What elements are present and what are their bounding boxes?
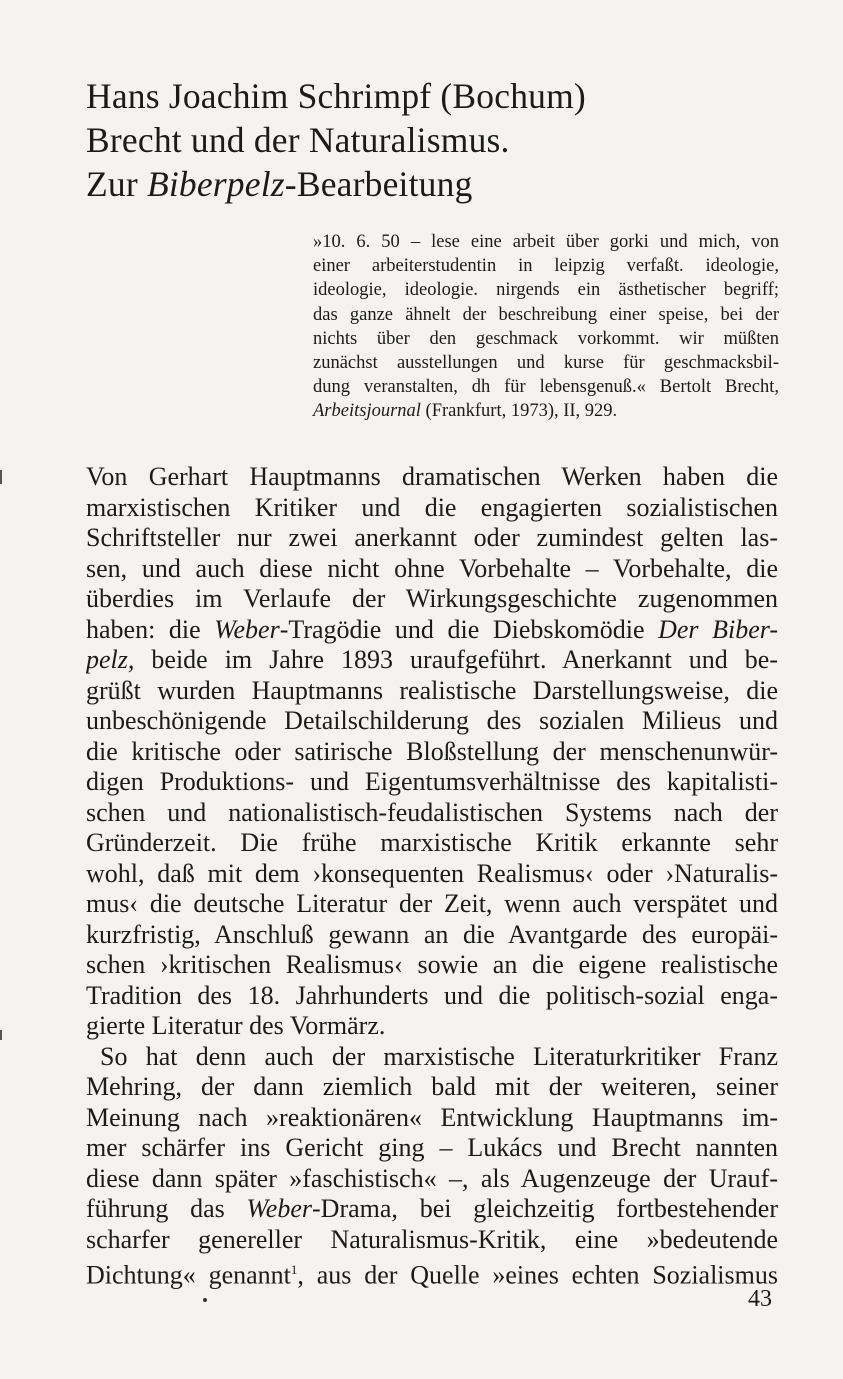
body-line: Von Gerhart Hauptmanns dramatischen Werken haben die xyxy=(86,462,778,491)
body-line: wohl, daß mit dem ›konsequenten Realismus‹ oder ›Naturalis- xyxy=(86,858,778,888)
body-line: digen Produktions- und Eigentumsverhältnisse des kapitalisti- xyxy=(86,767,778,796)
body-line: grüßt wurden Hauptmanns realistische Darstellungsweise, die xyxy=(86,675,778,705)
body-line: Schriftsteller nur zwei anerkannt oder zumindest gelten las- xyxy=(86,523,778,552)
body-line: marxistischen Kritiker und die engagierten sozialistischen xyxy=(86,492,778,522)
body-line: Meinung nach »reaktionären« Entwicklung Hauptmanns im- xyxy=(86,1102,778,1132)
body-line: scharfer genereller Naturalismus-Kritik, eine »bedeutende xyxy=(86,1224,778,1254)
body-text xyxy=(86,462,778,1291)
body-line: mus‹ die deutsche Literatur der Zeit, wenn auch verspätet und xyxy=(86,889,778,918)
scan-edge-mark xyxy=(0,470,2,484)
author-line: Hans Joachim Schrimpf (Bochum) xyxy=(86,76,586,116)
scan-speck xyxy=(203,1298,207,1302)
body-line: Gründerzeit. Die frühe marxistische Kritik erkannte sehr xyxy=(86,828,778,857)
epigraph xyxy=(313,230,779,424)
body-line: haben: die Weber-Tragödie und die Diebskomödie Der Biber- xyxy=(86,614,778,644)
subtitle-line: Zur Biberpelz-Bearbeitung xyxy=(86,164,473,204)
epigraph-line: das ganze ähnelt der beschreibung einer speise, bei der xyxy=(313,304,779,325)
epigraph-line: einer arbeiterstudentin in leipzig verfaßt. ideologie, xyxy=(313,256,779,277)
epigraph-line: ideologie, ideologie. nirgends ein ästhetischer begriff; xyxy=(313,280,779,301)
body-line: diese dann später »faschistisch« –, als Augenzeuge der Urauf- xyxy=(86,1163,778,1193)
body-line: Mehring, der dann ziemlich bald mit der weiteren, seiner xyxy=(86,1072,778,1101)
body-line: unbeschönigende Detailschilderung des sozialen Milieus und xyxy=(86,706,778,735)
body-line: führung das Weber-Drama, bei gleichzeitig fortbestehender xyxy=(86,1194,778,1223)
footnote-marker: 1 xyxy=(290,1262,298,1277)
body-line: mer schärfer ins Gericht ging – Lukács und Brecht nannten xyxy=(86,1133,778,1162)
page-number: 43 xyxy=(748,1286,772,1312)
body-line: So hat denn auch der marxistische Literaturkritiker Franz xyxy=(100,1041,778,1071)
body-line: sen, und auch diese nicht ohne Vorbehalte – Vorbehalte, die xyxy=(86,553,778,583)
article-title xyxy=(86,74,746,206)
body-line: schen ›kritischen Realismus‹ sowie an die eigene realistische xyxy=(86,950,778,979)
epigraph-line: zunächst ausstellungen und kurse für geschmacksbil- xyxy=(313,353,779,374)
body-line: schen und nationalistisch-feudalistischen Systems nach der xyxy=(86,797,778,827)
scan-edge-mark xyxy=(0,1030,2,1040)
body-line: kurzfristig, Anschluß gewann an die Avantgarde des europäi- xyxy=(86,919,778,949)
title-line: Brecht und der Naturalismus. xyxy=(86,120,510,160)
epigraph-line: »10. 6. 50 – lese eine arbeit über gorki und mich, von xyxy=(313,232,779,252)
epigraph-source: Arbeitsjournal (Frankfurt, 1973), II, 929. xyxy=(313,401,618,422)
body-line: die kritische oder satirische Bloßstellung der menschenunwür- xyxy=(86,736,778,766)
body-line: gierte Literatur des Vormärz. xyxy=(86,1011,386,1040)
epigraph-line: nichts über den geschmack vorkommt. wir müßten xyxy=(313,328,779,349)
body-line: pelz, beide im Jahre 1893 uraufgeführt. Anerkannt und be- xyxy=(86,645,778,674)
epigraph-line: dung veranstalten, dh für lebensgenuß.« Bertolt Brecht, xyxy=(313,377,779,398)
body-line: Tradition des 18. Jahrhunderts und die politisch-sozial enga- xyxy=(86,980,778,1010)
body-line: überdies im Verlaufe der Wirkungsgeschichte zugenommen xyxy=(86,584,778,613)
body-line: Dichtung« genannt$^1$, aus der Quelle »eines echten Sozialismus xyxy=(86,1260,778,1290)
